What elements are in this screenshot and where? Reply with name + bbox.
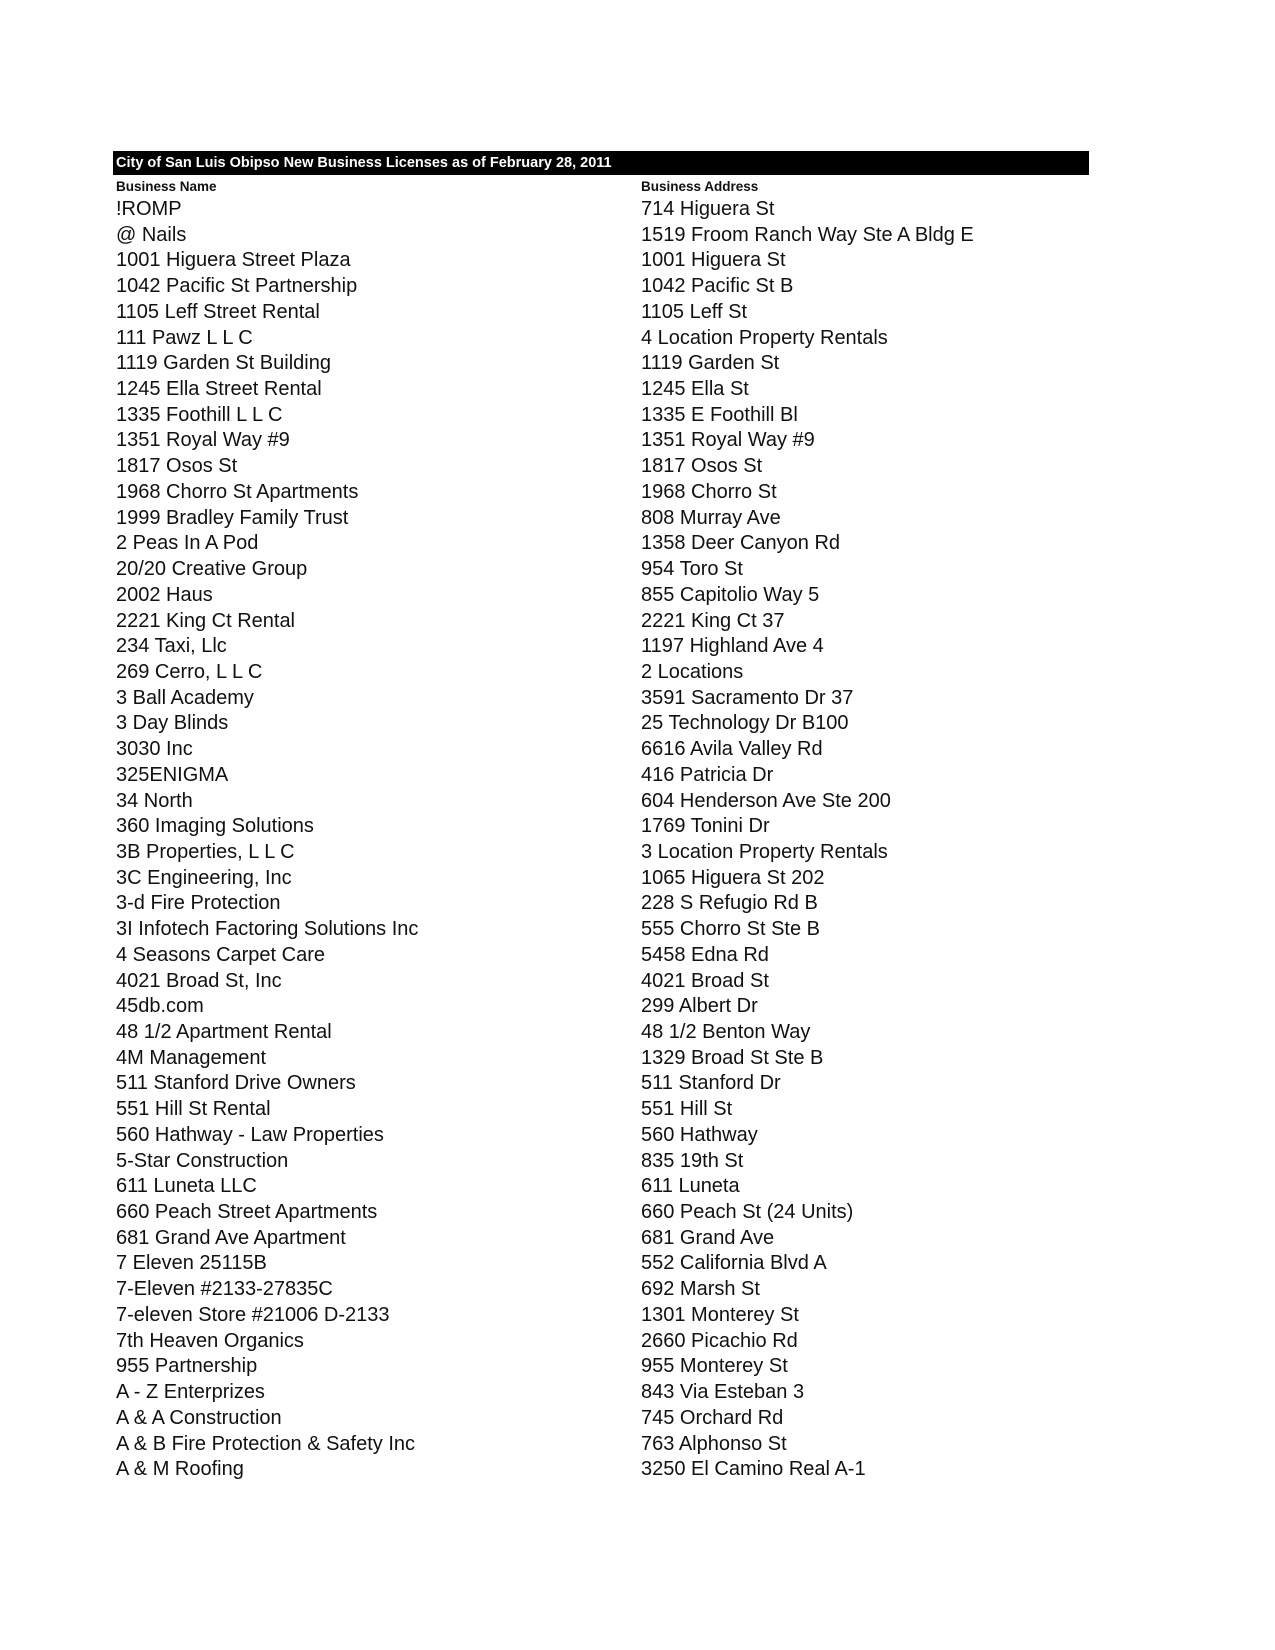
table-row <box>113 1432 1089 1458</box>
business-name-cell: 3030 Inc <box>116 738 193 761</box>
business-name-cell: 2 Peas In A Pod <box>116 532 259 555</box>
table-row <box>113 660 1089 686</box>
business-name-cell: 660 Peach Street Apartments <box>116 1201 378 1224</box>
business-name-cell: 34 North <box>116 789 193 812</box>
business-address-cell: 808 Murray Ave <box>641 506 781 529</box>
business-name-cell: 560 Hathway - Law Properties <box>116 1123 384 1146</box>
business-name-cell: 7th Heaven Organics <box>116 1329 304 1352</box>
business-address-cell: 1119 Garden St <box>641 352 780 375</box>
business-address-cell: 5458 Edna Rd <box>641 943 769 966</box>
business-address-cell: 1245 Ella St <box>641 378 749 401</box>
business-name-cell: 2002 Haus <box>116 583 213 606</box>
table-row <box>113 1251 1089 1277</box>
business-address-cell: 855 Capitolio Way 5 <box>641 583 820 606</box>
table-row <box>113 1354 1089 1380</box>
business-name-cell: 3C Engineering, Inc <box>116 866 292 889</box>
business-name-cell: 5-Star Construction <box>116 1149 289 1172</box>
business-name-cell: 111 Pawz L L C <box>116 326 253 349</box>
business-address-cell: 955 Monterey St <box>641 1355 788 1378</box>
table-row <box>113 531 1089 557</box>
table-row <box>113 1457 1089 1483</box>
business-name-cell: A & A Construction <box>116 1406 282 1429</box>
table-row <box>113 326 1089 352</box>
business-address-cell: 660 Peach St (24 Units) <box>641 1201 854 1224</box>
business-name-cell: 1105 Leff Street Rental <box>116 300 320 323</box>
business-address-cell: 299 Albert Dr <box>641 995 758 1018</box>
business-address-cell: 1335 E Foothill Bl <box>641 403 798 426</box>
business-name-cell: 7 Eleven 25115B <box>116 1252 267 1275</box>
business-address-cell: 1001 Higuera St <box>641 249 786 272</box>
business-name-cell: 1119 Garden St Building <box>116 352 331 375</box>
table-row <box>113 583 1089 609</box>
business-address-cell: 2660 Picachio Rd <box>641 1329 798 1352</box>
table-row <box>113 454 1089 480</box>
business-address-cell: 1519 Froom Ranch Way Ste A Bldg E <box>641 223 974 246</box>
business-address-cell: 1329 Broad St Ste B <box>641 1046 824 1069</box>
business-name-cell: 3-d Fire Protection <box>116 892 281 915</box>
sheet-title: City of San Luis Obipso New Business Licenses as of February 28, 2011 <box>113 151 1089 175</box>
business-address-cell: 6616 Avila Valley Rd <box>641 738 823 761</box>
table-row <box>113 480 1089 506</box>
business-name-cell: 2221 King Ct Rental <box>116 609 296 632</box>
business-name-cell: 269 Cerro, L L C <box>116 660 263 683</box>
business-address-cell: 604 Henderson Ave Ste 200 <box>641 789 891 812</box>
business-name-cell: 611 Luneta LLC <box>116 1175 257 1198</box>
table-row <box>113 506 1089 532</box>
business-address-cell: 228 S Refugio Rd B <box>641 892 818 915</box>
business-name-cell: 20/20 Creative Group <box>116 558 308 581</box>
business-name-cell: 3I Infotech Factoring Solutions Inc <box>116 918 419 941</box>
business-name-cell: 3B Properties, L L C <box>116 840 295 863</box>
business-name-cell: 1817 Osos St <box>116 455 238 478</box>
business-name-cell: 7-Eleven #2133-27835C <box>116 1278 333 1301</box>
table-row <box>113 248 1089 274</box>
business-address-cell: 611 Luneta <box>641 1175 740 1198</box>
business-name-cell: !ROMP <box>116 198 182 220</box>
table-row <box>113 969 1089 995</box>
business-address-cell: 4021 Broad St <box>641 969 769 992</box>
business-address-cell: 1769 Tonini Dr <box>641 815 770 838</box>
table-row <box>113 634 1089 660</box>
business-address-cell: 3591 Sacramento Dr 37 <box>641 686 854 709</box>
business-address-cell: 560 Hathway <box>641 1123 758 1146</box>
business-name-cell: 4021 Broad St, Inc <box>116 969 282 992</box>
business-address-cell: 692 Marsh St <box>641 1278 760 1301</box>
header-business-address: Business Address <box>641 179 759 194</box>
table-row <box>113 1303 1089 1329</box>
table-row <box>113 1149 1089 1175</box>
business-address-cell: 681 Grand Ave <box>641 1226 775 1249</box>
table-row <box>113 1329 1089 1355</box>
business-address-cell: 763 Alphonso St <box>641 1432 787 1455</box>
table-row <box>113 763 1089 789</box>
table-row <box>113 403 1089 429</box>
business-address-cell: 555 Chorro St Ste B <box>641 918 820 941</box>
table-row <box>113 866 1089 892</box>
header-business-name: Business Name <box>116 179 217 194</box>
business-address-cell: 552 California Blvd A <box>641 1252 827 1275</box>
business-address-cell: 511 Stanford Dr <box>641 1072 781 1095</box>
business-address-cell: 1301 Monterey St <box>641 1303 799 1326</box>
business-name-cell: 4 Seasons Carpet Care <box>116 943 326 966</box>
table-row <box>113 1020 1089 1046</box>
business-address-cell: 954 Toro St <box>641 558 743 581</box>
table-row <box>113 1174 1089 1200</box>
business-address-cell: 1358 Deer Canyon Rd <box>641 532 841 555</box>
business-address-cell: 4 Location Property Rentals <box>641 326 888 349</box>
table-row <box>113 994 1089 1020</box>
table-row <box>113 377 1089 403</box>
business-name-cell: 7-eleven Store #21006 D-2133 <box>116 1303 390 1326</box>
business-name-cell: 955 Partnership <box>116 1355 258 1378</box>
business-name-cell: 360 Imaging Solutions <box>116 815 314 838</box>
business-name-cell: 1042 Pacific St Partnership <box>116 275 358 298</box>
business-name-cell: @ Nails <box>116 223 187 246</box>
table-row <box>113 1277 1089 1303</box>
table-row <box>113 840 1089 866</box>
business-address-cell: 1065 Higuera St 202 <box>641 866 825 889</box>
table-row <box>113 300 1089 326</box>
table-row <box>113 557 1089 583</box>
business-address-cell: 3 Location Property Rentals <box>641 840 888 863</box>
table-row <box>113 351 1089 377</box>
business-name-cell: 3 Ball Academy <box>116 686 254 709</box>
business-address-cell: 3250 El Camino Real A-1 <box>641 1458 866 1481</box>
license-sheet <box>113 151 1089 1483</box>
table-row <box>113 814 1089 840</box>
business-address-cell: 1105 Leff St <box>641 300 748 323</box>
business-name-cell: 1335 Foothill L L C <box>116 403 283 426</box>
business-address-cell: 1197 Highland Ave 4 <box>641 635 824 658</box>
business-name-cell: A & B Fire Protection & Safety Inc <box>116 1432 416 1455</box>
business-name-cell: 325ENIGMA <box>116 763 229 786</box>
business-name-cell: 1001 Higuera Street Plaza <box>116 249 351 272</box>
table-row <box>113 1406 1089 1432</box>
table-row <box>113 197 1089 223</box>
business-address-cell: 835 19th St <box>641 1149 744 1172</box>
business-name-cell: 1351 Royal Way #9 <box>116 429 290 452</box>
table-row <box>113 891 1089 917</box>
license-list <box>113 197 1089 1483</box>
business-address-cell: 1351 Royal Way #9 <box>641 429 815 452</box>
business-name-cell: 511 Stanford Drive Owners <box>116 1072 356 1095</box>
table-row <box>113 609 1089 635</box>
business-address-cell: 48 1/2 Benton Way <box>641 1021 811 1043</box>
business-address-cell: 714 Higuera St <box>641 198 775 220</box>
business-name-cell: 1245 Ella Street Rental <box>116 378 322 401</box>
business-address-cell: 1817 Osos St <box>641 455 763 478</box>
business-name-cell: 3 Day Blinds <box>116 712 229 735</box>
table-row <box>113 1071 1089 1097</box>
table-row <box>113 711 1089 737</box>
business-address-cell: 416 Patricia Dr <box>641 763 774 786</box>
table-row <box>113 274 1089 300</box>
business-name-cell: A & M Roofing <box>116 1458 244 1481</box>
table-row <box>113 1046 1089 1072</box>
business-name-cell: 4M Management <box>116 1046 267 1069</box>
business-address-cell: 25 Technology Dr B100 <box>641 712 849 735</box>
table-row <box>113 1097 1089 1123</box>
business-name-cell: 681 Grand Ave Apartment <box>116 1226 346 1249</box>
table-row <box>113 943 1089 969</box>
table-row <box>113 737 1089 763</box>
business-name-cell: 45db.com <box>116 995 204 1018</box>
table-row <box>113 1200 1089 1226</box>
table-row <box>113 1380 1089 1406</box>
business-address-cell: 1968 Chorro St <box>641 480 777 503</box>
table-row <box>113 789 1089 815</box>
business-address-cell: 2 Locations <box>641 660 744 683</box>
business-name-cell: A - Z Enterprizes <box>116 1381 265 1404</box>
business-name-cell: 1968 Chorro St Apartments <box>116 480 359 503</box>
table-row <box>113 223 1089 249</box>
business-name-cell: 551 Hill St Rental <box>116 1098 271 1121</box>
business-address-cell: 843 Via Esteban 3 <box>641 1381 805 1404</box>
business-address-cell: 2221 King Ct 37 <box>641 609 785 632</box>
column-headers <box>113 175 1089 197</box>
business-name-cell: 1999 Bradley Family Trust <box>116 506 349 529</box>
business-address-cell: 1042 Pacific St B <box>641 275 794 298</box>
business-name-cell: 48 1/2 Apartment Rental <box>116 1021 332 1043</box>
table-row <box>113 428 1089 454</box>
business-address-cell: 551 Hill St <box>641 1098 733 1121</box>
business-address-cell: 745 Orchard Rd <box>641 1406 784 1429</box>
table-row <box>113 1123 1089 1149</box>
table-row <box>113 1226 1089 1252</box>
table-row <box>113 917 1089 943</box>
business-name-cell: 234 Taxi, Llc <box>116 635 227 658</box>
table-row <box>113 686 1089 712</box>
